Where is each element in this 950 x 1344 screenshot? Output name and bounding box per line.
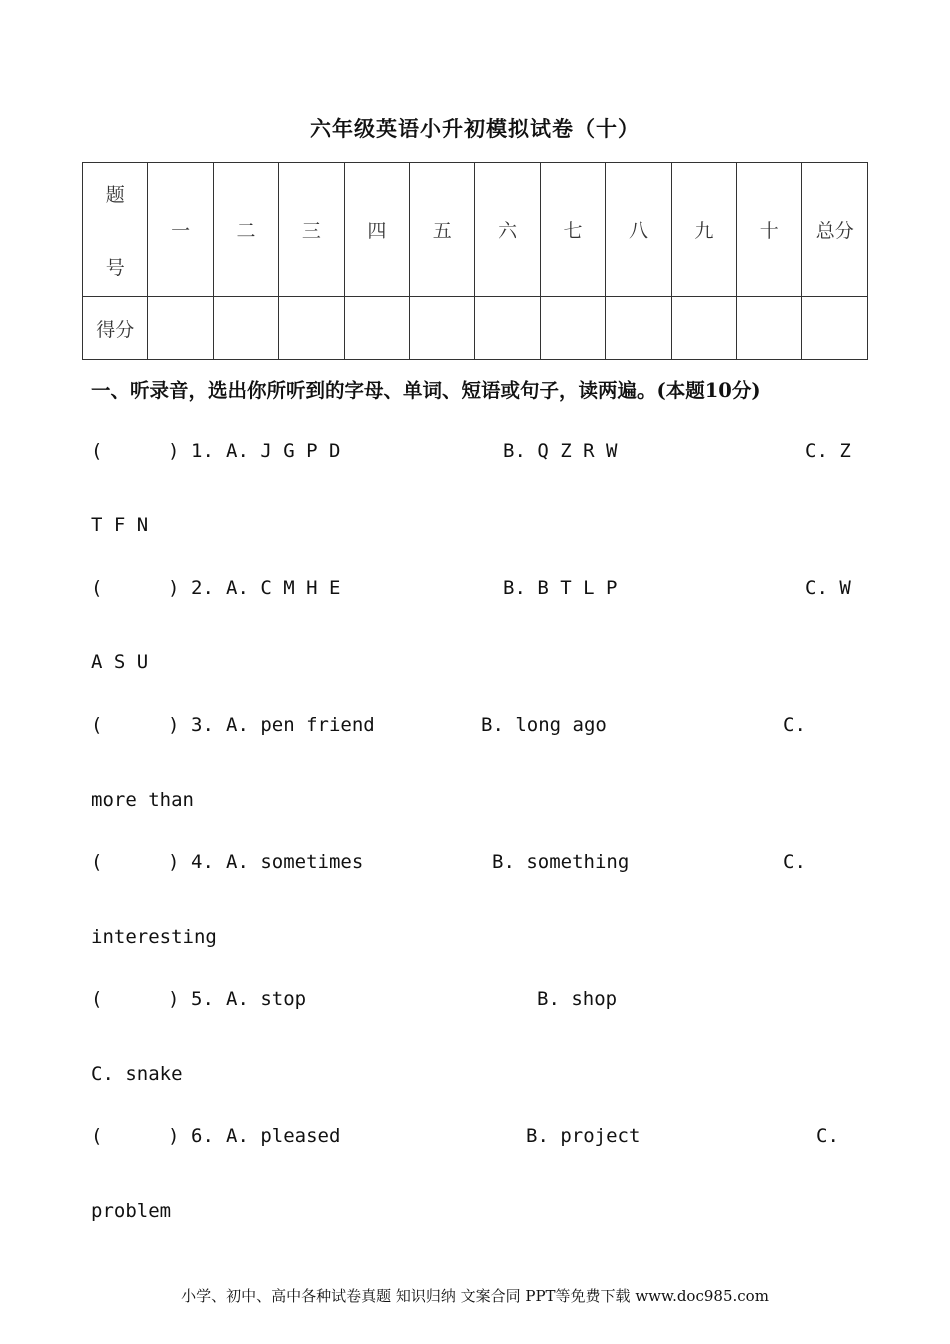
question-line [0,577,950,607]
question-number: 6. [191,1125,214,1147]
option-b: B. B T L P [503,577,618,599]
question-continuation [0,1063,950,1093]
option-b: B. shop [537,988,618,1010]
score-cell[interactable] [279,297,344,360]
column-header: 十 [737,163,802,297]
option-c: C. snake [91,1063,183,1085]
table-score-row [83,297,868,360]
option-b: B. Q Z R W [503,440,618,462]
page-title: 六年级英语小升初模拟试卷（十） [310,116,640,141]
score-cell[interactable] [737,297,802,360]
column-header: 二 [213,163,278,297]
column-header: 三 [279,163,344,297]
header-label-top: 题 [105,183,125,206]
option-b: B. long ago [481,714,607,736]
question-number: 3. [191,714,214,736]
score-cell[interactable] [410,297,475,360]
option-a: A. J G P D [226,440,341,462]
option-c-continuation: T F N [91,514,149,536]
question-line [0,988,950,1018]
page-footer: 小学、初中、高中各种试卷真题 知识归纳 文案合同 PPT等免费下载 www.doc985.com [181,1287,769,1305]
answer-paren-open[interactable]: ( [91,577,103,599]
question-line [0,440,950,470]
score-cell[interactable] [213,297,278,360]
option-c: C. [816,1125,839,1147]
answer-paren-open[interactable]: ( [91,440,103,462]
score-cell[interactable] [148,297,213,360]
answer-paren-open[interactable]: ( [91,851,103,873]
column-header: 八 [606,163,671,297]
option-a: A. C M H E [226,577,341,599]
score-cell[interactable] [671,297,736,360]
option-c-continuation: problem [91,1200,172,1222]
header-label-cell [83,163,148,297]
answer-paren-close: ) [168,714,180,736]
score-cell[interactable] [344,297,409,360]
question-continuation [0,514,950,544]
answer-paren-close: ) [168,851,180,873]
option-c: C. [783,851,806,873]
answer-paren-open[interactable]: ( [91,714,103,736]
table-header-row [83,163,868,297]
column-header-total: 总分 [802,163,868,297]
question-continuation [0,789,950,819]
column-header: 一 [148,163,213,297]
option-c-continuation: interesting [91,926,217,948]
column-header: 四 [344,163,409,297]
option-c: C. Z [805,440,851,462]
score-table [82,162,868,360]
question-number: 4. [191,851,214,873]
question-line [0,1125,950,1155]
answer-paren-close: ) [168,440,180,462]
option-c-continuation: A S U [91,651,149,673]
answer-paren-open[interactable]: ( [91,988,103,1010]
column-header: 六 [475,163,540,297]
column-header: 九 [671,163,736,297]
column-header: 七 [540,163,605,297]
option-a: A. stop [226,988,307,1010]
score-cell[interactable] [606,297,671,360]
score-cell-total[interactable] [802,297,868,360]
question-number: 1. [191,440,214,462]
option-b: B. project [526,1125,641,1147]
answer-paren-close: ) [168,1125,180,1147]
option-c: C. W [805,577,851,599]
header-label-bottom: 号 [105,256,125,279]
option-a: A. pleased [226,1125,341,1147]
answer-paren-open[interactable]: ( [91,1125,103,1147]
option-b: B. something [492,851,630,873]
question-line [0,851,950,881]
option-a: A. pen friend [226,714,375,736]
column-header: 五 [410,163,475,297]
question-number: 2. [191,577,214,599]
option-c-continuation: more than [91,789,194,811]
option-a: A. sometimes [226,851,364,873]
score-cell[interactable] [540,297,605,360]
question-continuation [0,1200,950,1230]
question-continuation [0,651,950,681]
answer-paren-close: ) [168,988,180,1010]
answer-paren-close: ) [168,577,180,599]
section-heading: 一、听录音，选出你所听到的字母、单词、短语或句子，读两遍。(本题10分) [91,379,761,402]
score-cell[interactable] [475,297,540,360]
option-c: C. [783,714,806,736]
question-number: 5. [191,988,214,1010]
score-label-cell: 得分 [83,297,148,360]
question-line [0,714,950,744]
question-continuation [0,926,950,956]
